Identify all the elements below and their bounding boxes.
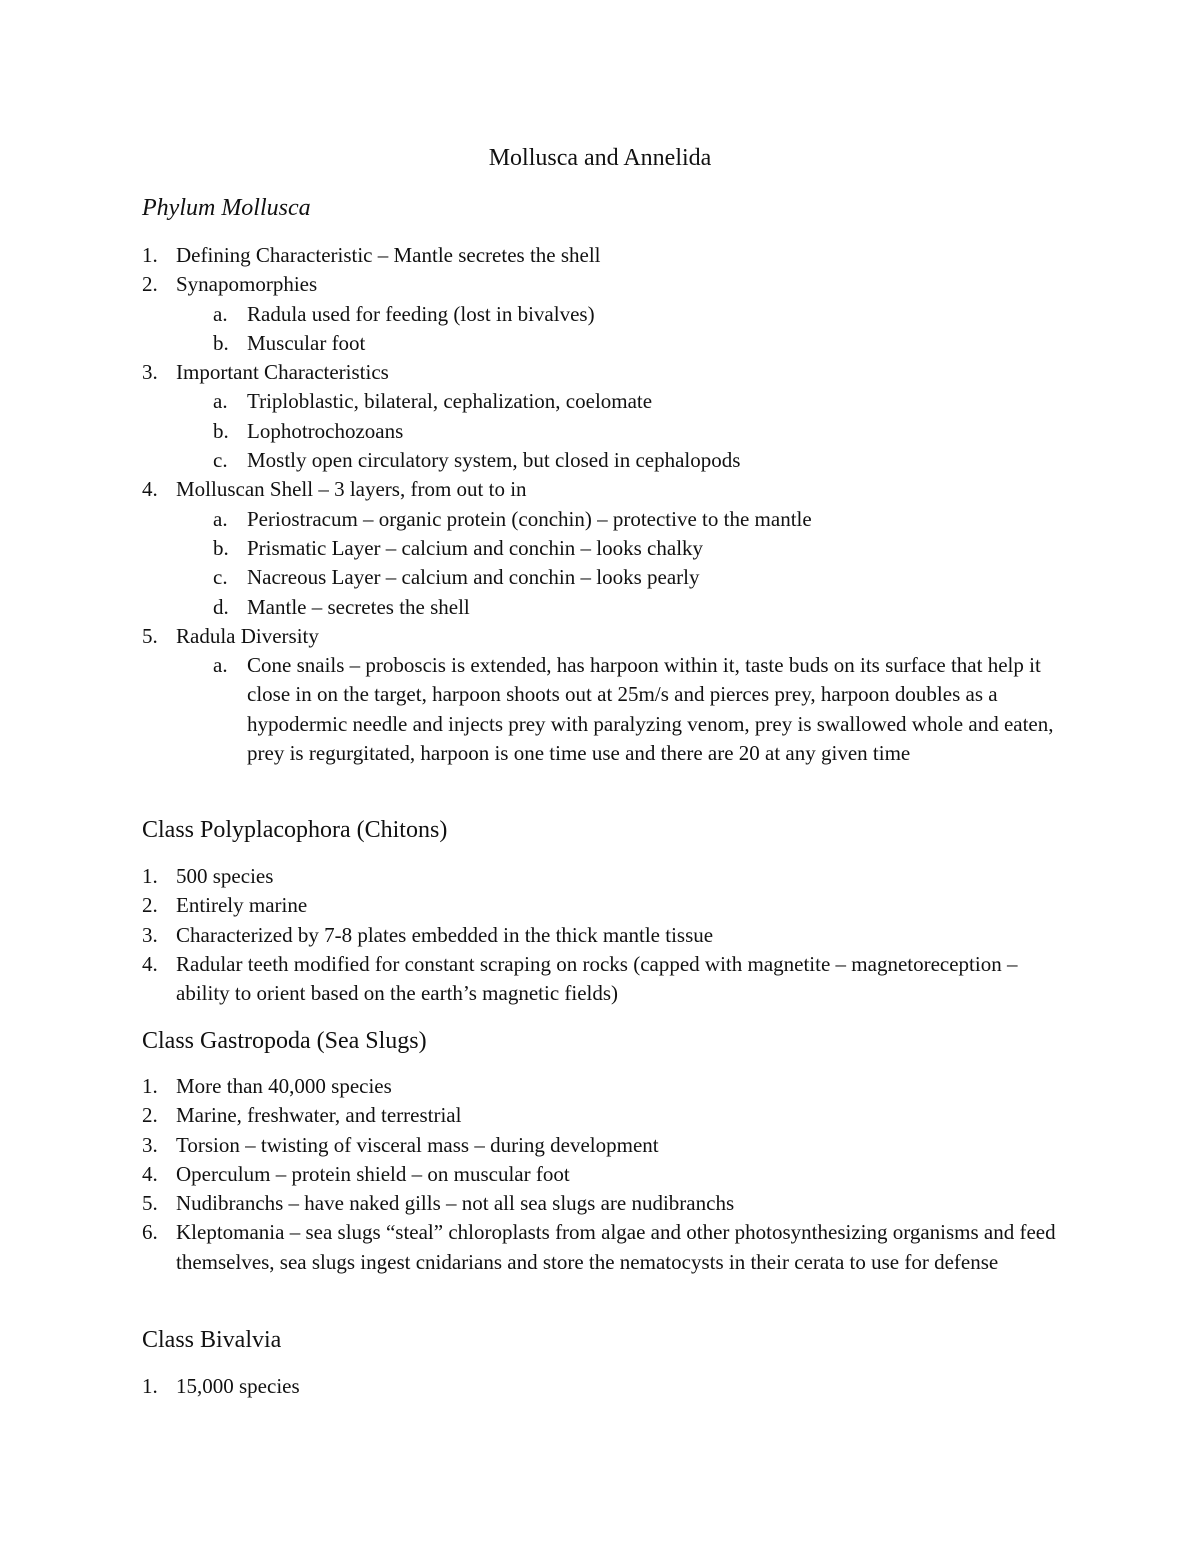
item-text: Torsion – twisting of visceral mass – during development (176, 1132, 659, 1157)
sub-list-item (0, 593, 1200, 622)
item-text: Marine, freshwater, and terrestrial (176, 1103, 462, 1128)
sub-list-item (0, 534, 1200, 563)
gastropoda-list (0, 1072, 1200, 1277)
sub-item-letter: a. (213, 389, 228, 414)
sub-list-item (0, 446, 1200, 475)
sub-item-letter: a. (213, 506, 228, 531)
sub-item-text: Periostracum – organic protein (conchin) – protective to the mantle (247, 506, 812, 531)
item-number: 1. (142, 1074, 158, 1098)
document-title: Mollusca and Annelida (488, 145, 712, 171)
sub-list-item (0, 300, 1200, 329)
sub-item-letter: c. (213, 448, 228, 473)
list-item (0, 1072, 1200, 1101)
sub-list-item (0, 651, 1200, 768)
sub-item-letter: b. (213, 535, 229, 560)
item-number: 5. (142, 623, 158, 648)
sub-item-text: Cone snails – proboscis is extended, has harpoon within it, taste buds on its surface that help it close in on the target, harpoon shoots out at 25m/s and pierces prey, harpoon doubles as a hypodermic needle and injects prey with paralyzing venom, prey is swallowed whole and eaten, prey is regurgitated, harpoon is one time use and there are 20 at any given time (247, 653, 1054, 766)
sub-item-text: Mantle – secretes the shell (247, 594, 470, 619)
sub-item-text: Radula used for feeding (lost in bivalves) (247, 301, 595, 326)
list-item (0, 891, 1200, 920)
sub-item-letter: c. (213, 565, 228, 590)
bivalvia-list (0, 1372, 1200, 1401)
sub-item-letter: b. (213, 330, 229, 355)
sub-list-item (0, 505, 1200, 534)
item-number: 4. (142, 477, 158, 502)
phylum-list (0, 241, 1200, 768)
item-text: 15,000 species (176, 1374, 300, 1398)
item-text: Molluscan Shell – 3 layers, from out to in (176, 477, 527, 502)
sub-item-text: Prismatic Layer – calcium and conchin – looks chalky (247, 535, 704, 560)
item-text: Important Characteristics (176, 360, 389, 385)
section-heading-gastropoda: Class Gastropoda (Sea Slugs) (142, 1028, 427, 1054)
sub-list-item (0, 329, 1200, 358)
list-item (0, 1160, 1200, 1189)
item-text: Entirely marine (176, 893, 308, 918)
item-number: 2. (142, 1103, 158, 1128)
item-number: 1. (142, 1374, 158, 1398)
list-item (0, 622, 1200, 651)
sub-item-text: Nacreous Layer – calcium and conchin – looks pearly (247, 565, 700, 590)
sub-item-text: Lophotrochozoans (247, 418, 404, 443)
sub-item-letter: a. (213, 653, 228, 678)
item-number: 4. (142, 1161, 158, 1186)
sub-list-item (0, 417, 1200, 446)
list-item (0, 358, 1200, 387)
item-number: 1. (142, 864, 158, 888)
item-number: 5. (142, 1191, 158, 1216)
sub-item-letter: a. (213, 301, 228, 326)
list-item (0, 270, 1200, 299)
list-item (0, 1131, 1200, 1160)
item-number: 1. (142, 243, 158, 267)
item-text: Kleptomania – sea slugs “steal” chloroplasts from algae and other photosynthesizing organisms and feed themselves, sea slugs ingest cnidarians and store the nematocysts in their cerata to use for defense (176, 1220, 1056, 1274)
list-item (0, 1189, 1200, 1218)
sub-item-text: Muscular foot (247, 330, 366, 355)
item-text: Characterized by 7-8 plates embedded in the thick mantle tissue (176, 922, 714, 947)
sub-item-letter: d. (213, 594, 229, 619)
item-number: 2. (142, 272, 158, 297)
item-text: Operculum – protein shield – on muscular foot (176, 1161, 570, 1186)
section-heading-polyplacophora: Class Polyplacophora (Chitons) (142, 817, 448, 843)
phylum-heading: Phylum Mollusca (142, 195, 311, 221)
list-item (0, 921, 1200, 950)
item-number: 2. (142, 893, 158, 918)
sub-list-item (0, 563, 1200, 592)
list-item (0, 862, 1200, 891)
list-item (0, 475, 1200, 504)
list-item (0, 1218, 1200, 1277)
item-text: Radula Diversity (176, 623, 319, 648)
item-number: 3. (142, 1132, 158, 1157)
item-text: Radular teeth modified for constant scraping on rocks (capped with magnetite – magnetoreception – ability to orient based on the earth’s magnetic fields) (176, 951, 1018, 1006)
list-item (0, 950, 1200, 1009)
sub-item-text: Mostly open circulatory system, but closed in cephalopods (247, 448, 741, 473)
item-text: 500 species (176, 864, 274, 888)
sub-item-letter: b. (213, 418, 229, 443)
item-number: 3. (142, 360, 158, 385)
item-number: 6. (142, 1220, 158, 1245)
item-text: Nudibranchs – have naked gills – not all sea slugs are nudibranchs (176, 1191, 735, 1216)
item-text: More than 40,000 species (176, 1074, 392, 1098)
item-text: Synapomorphies (176, 272, 318, 297)
sub-item-text: Triploblastic, bilateral, cephalization, coelomate (247, 389, 653, 414)
item-number: 3. (142, 922, 158, 947)
list-item (0, 1372, 1200, 1401)
list-item (0, 241, 1200, 270)
item-number: 4. (142, 951, 158, 976)
sub-list-item (0, 387, 1200, 416)
list-item (0, 1101, 1200, 1130)
polyplacophora-list (0, 862, 1200, 1008)
item-text: Defining Characteristic – Mantle secretes the shell (176, 243, 601, 267)
section-heading-bivalvia: Class Bivalvia (142, 1327, 282, 1353)
